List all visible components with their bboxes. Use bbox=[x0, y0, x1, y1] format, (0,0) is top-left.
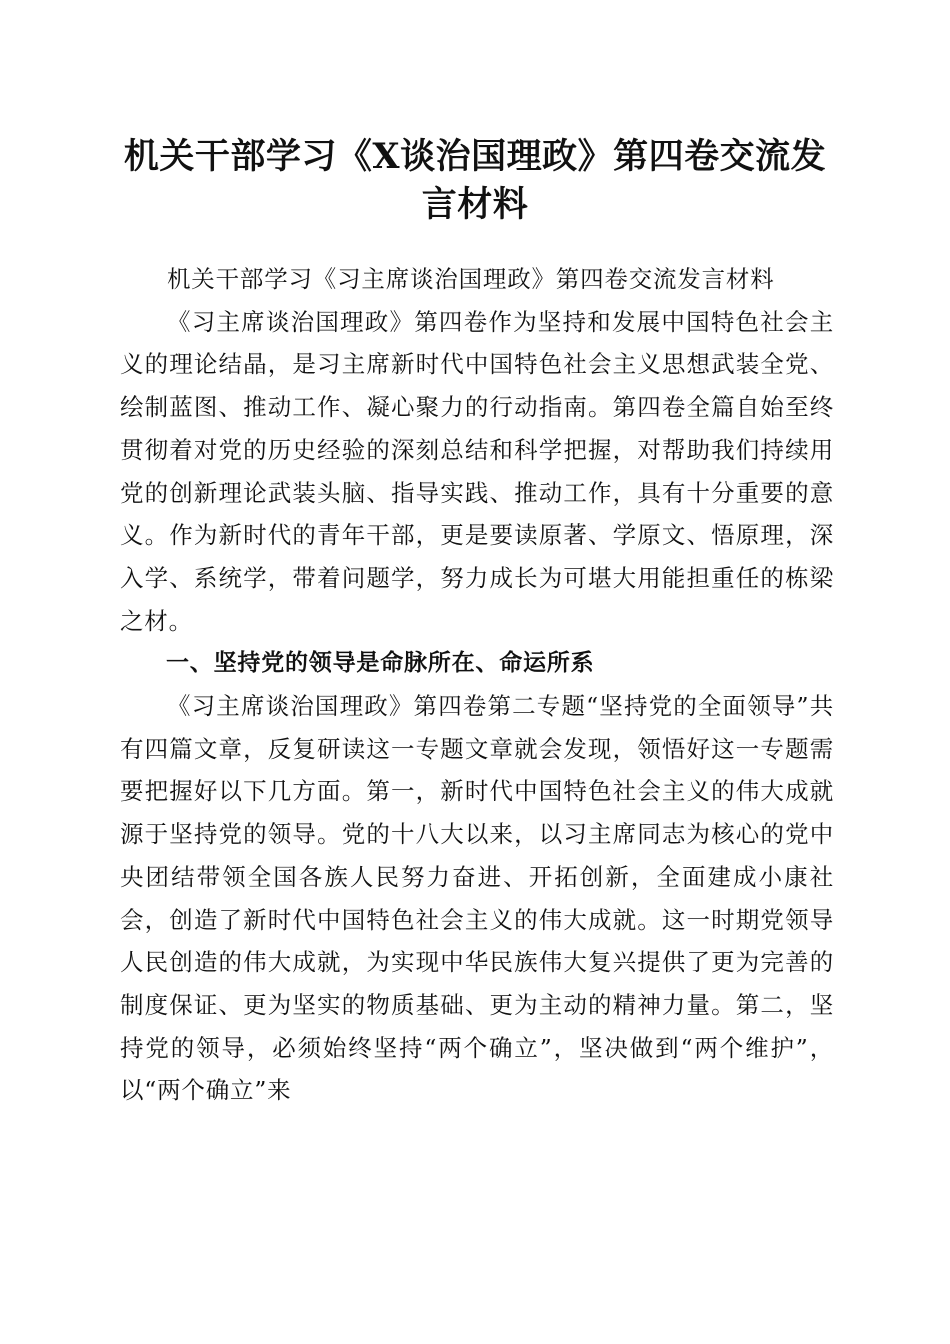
section-heading: 一、坚持党的领导是命脉所在、命运所系 bbox=[166, 650, 595, 677]
intro-paragraph: 《习主席谈治国理政》第四卷作为坚持和发展中国特色社会主义的理论结晶，是习主席新时代中国特色社会主义思想武装全党、绘制蓝图、推动工作、凝心聚力的行动指南。第四卷全篇自始至终贯彻着对党的历史经验的深刻总结和科学把握，对帮助我们持续用党的创新理论武装头脑、指导实践、推动工作，具有十分重要的意义。作为新时代的青年干部，更是要读原著、学原文、悟原理，深入学、系统学，带着问题学，努力成长为可堪大用能担重任的栋梁之材。 bbox=[120, 307, 834, 635]
section-paragraph: 《习主席谈治国理政》第四卷第二专题“坚持党的全面领导”共有四篇文章，反复研读这一专题文章就会发现，领悟好这一专题需要把握好以下几方面。第一，新时代中国特色社会主义的伟大成就源于坚持党的领导。党的十八大以来，以习主席同志为核心的党中央团结带领全国各族人民努力奋进、开拓创新，全面建成小康社会，创造了新时代中国特色社会主义的伟大成就。这一时期党领导人民创造的伟大成就，为实现中华民族伟大复兴提供了更为完善的制度保证、更为坚实的物质基础、更为主动的精神力量。第二，坚持党的领导，必须始终坚持“两个确立”，坚决做到“两个维护”，以“两个确立”来 bbox=[120, 692, 834, 1105]
document-title: 机关干部学习《X谈治国理政》第四卷交流发言材料 bbox=[123, 136, 827, 225]
document-body bbox=[120, 258, 834, 1112]
document-subtitle: 机关干部学习《习主席谈治国理政》第四卷交流发言材料 bbox=[167, 265, 775, 293]
